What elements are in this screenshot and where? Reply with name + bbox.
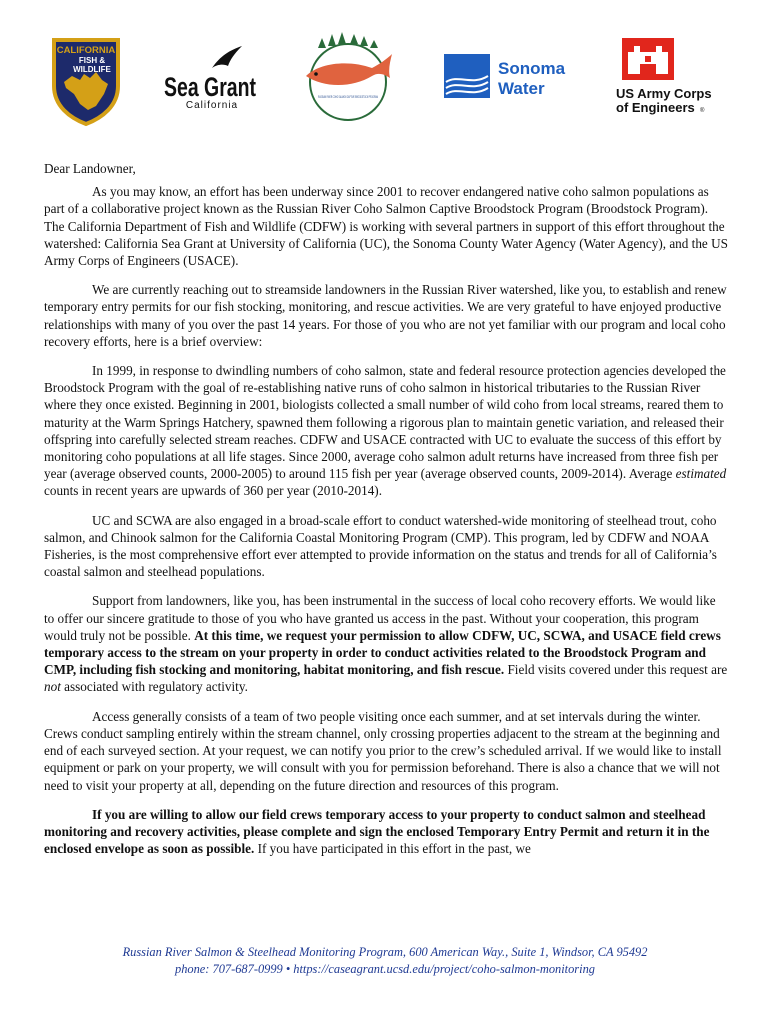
request-text-a: Support from landowners, like you, has been instrumental in the success of local coho recovery efforts. We would like to offer our sincere gratitude to those of you who have granted us access in the past. Without your cooperation, this program would truly not be possible. — [44, 593, 716, 643]
request-text-b: Field visits covered under this request are — [504, 662, 728, 678]
cdfw-line3: WILDLIFE — [73, 65, 111, 74]
history-emphasis: estimated — [675, 466, 727, 482]
request-text-c: associated with regulatory activity. — [60, 679, 248, 695]
paragraph-permit — [44, 806, 728, 858]
request-bold: At this time, we request your permission to allow CDFW, UC, SCWA, and USACE field crews temporary access to the stream on your property in order to conduct activities related to the Broodstock Program and CMP, including fish stocking and monitoring, habitat monitoring, and fish rescue. — [44, 627, 721, 678]
permit-text: If you have participated in this effort in the past, we — [254, 841, 531, 857]
footer-address: Russian River Salmon & Steelhead Monitoring Program, 600 American Way., Suite 1, Windsor, CA 95492 — [122, 945, 648, 959]
seagrant-title: Sea Grant — [164, 72, 256, 102]
paragraph-outreach: We are currently reaching out to streamside landowners in the Russian River watershed, like you, to establish and renew temporary entry permits for our fish stocking, monitoring, and rescue activities. We are very grateful to have enjoyed productive relationships with many of you over the past 14 years. For those of you who are not yet familiar with our program and local coho recovery efforts, here is a brief overview: — [44, 282, 727, 349]
request-emphasis: not — [44, 679, 61, 695]
usace-line2: of Engineers — [616, 100, 695, 115]
permit-bold: If you are willing to allow our field crews temporary access to your property to conduct salmon and steelhead monitoring and recovery activities, please complete and sign the enclosed Temporary Entry Permit and return it in the enclosed envelope as soon as possible. — [44, 806, 710, 857]
cdfw-line2: FISH & — [78, 56, 106, 65]
cdfw-logo — [50, 36, 122, 126]
logo-bar — [0, 30, 770, 130]
usace-line1: US Army Corps — [616, 86, 712, 101]
sonoma-line1: Sonoma — [498, 59, 566, 78]
seagrant-logo — [160, 44, 260, 112]
salmon-ring-text: RUSSIAN RIVER COHO SALMON CAPTIVE BROODSTOCK PROGRAM — [318, 94, 378, 99]
paragraph-request — [44, 592, 728, 695]
trees-icon — [318, 32, 378, 48]
usace-logo — [612, 38, 722, 120]
history-text-a: In 1999, in response to dwindling numbers of coho salmon, state and federal resource protection agencies developed the Broodstock Program with the goal of re-establishing native runs of coho salmon in historical tributaries to the Russian River where they once existed. Beginning in 2001, biologists collected a small number of wild coho from local streams, reared them to maturity at the Warm Springs Hatchery, spawned them following a rigorous plan to maintain genetic variation, and released their offspring into carefully selected stream reaches. CDFW and USACE contracted with UC to evaluate the success of this effort by monitoring coho populations at all life stages. Since 2000, average coho salmon adult returns have increased from three fish per year (average observed counts, 2000-2005) to around 115 fish per year (average observed counts, 2009-2014). Average — [44, 363, 726, 482]
salmon-program-logo — [300, 32, 396, 128]
paragraph-intro: As you may know, an effort has been underway since 2001 to recover endangered native coho salmon populations as part of a collaborative project known as the Russian River Coho Salmon Captive Broodstock Program (Broodstock Program). The California Department of Fish and Wildlife (CDFW) is working with several partners in support of this effort throughout the watershed: California Sea Grant at University of California (UC), the Sonoma County Water Agency (Water Agency), and the US Army Corps of Engineers (USACE). — [44, 184, 728, 269]
sonoma-line2: Water — [498, 79, 545, 98]
greeting: Dear Landowner, — [44, 161, 136, 176]
seagrant-subtitle: California — [185, 100, 239, 111]
letter-body — [44, 160, 728, 869]
footer-contact: phone: 707-687-0999 • https://caseagrant.ucsd.edu/project/coho-salmon-monitoring — [175, 962, 595, 976]
bird-icon — [212, 46, 242, 68]
footer — [0, 944, 770, 978]
history-text-b: counts in recent years are upwards of 360 per year (2010-2014). — [44, 483, 382, 499]
paragraph-cmp: UC and SCWA are also engaged in a broad-scale effort to conduct watershed-wide monitoring of steelhead trout, coho salmon, and Chinook salmon for the California Coastal Monitoring Program (CMP). This program, led by CDFW and NOAA Fisheries, is the most comprehensive effort ever attempted to provide information on the status and trends for all of California’s coastal salmon and steelhead populations. — [44, 512, 717, 580]
cdfw-line1: CALIFORNIA — [56, 45, 116, 56]
paragraph-access: Access generally consists of a team of two people visiting once each summer, and at set intervals during the winter. Crews conduct sampling entirely within the stream channel, only crossing properties adjacent to the stream at the beginning and end of each surveyed section. At your request, we can notify you prior to the crew’s scheduled arrival. If we would like to install equipment or park on your property, we will consult with you for permission beforehand. There is also a chance that we will not need to visit your property at all, depending on the future direction and resources of this program. — [44, 708, 722, 793]
sonoma-water-logo — [444, 52, 574, 102]
usace-mark: ® — [700, 108, 705, 114]
paragraph-history — [44, 362, 728, 500]
